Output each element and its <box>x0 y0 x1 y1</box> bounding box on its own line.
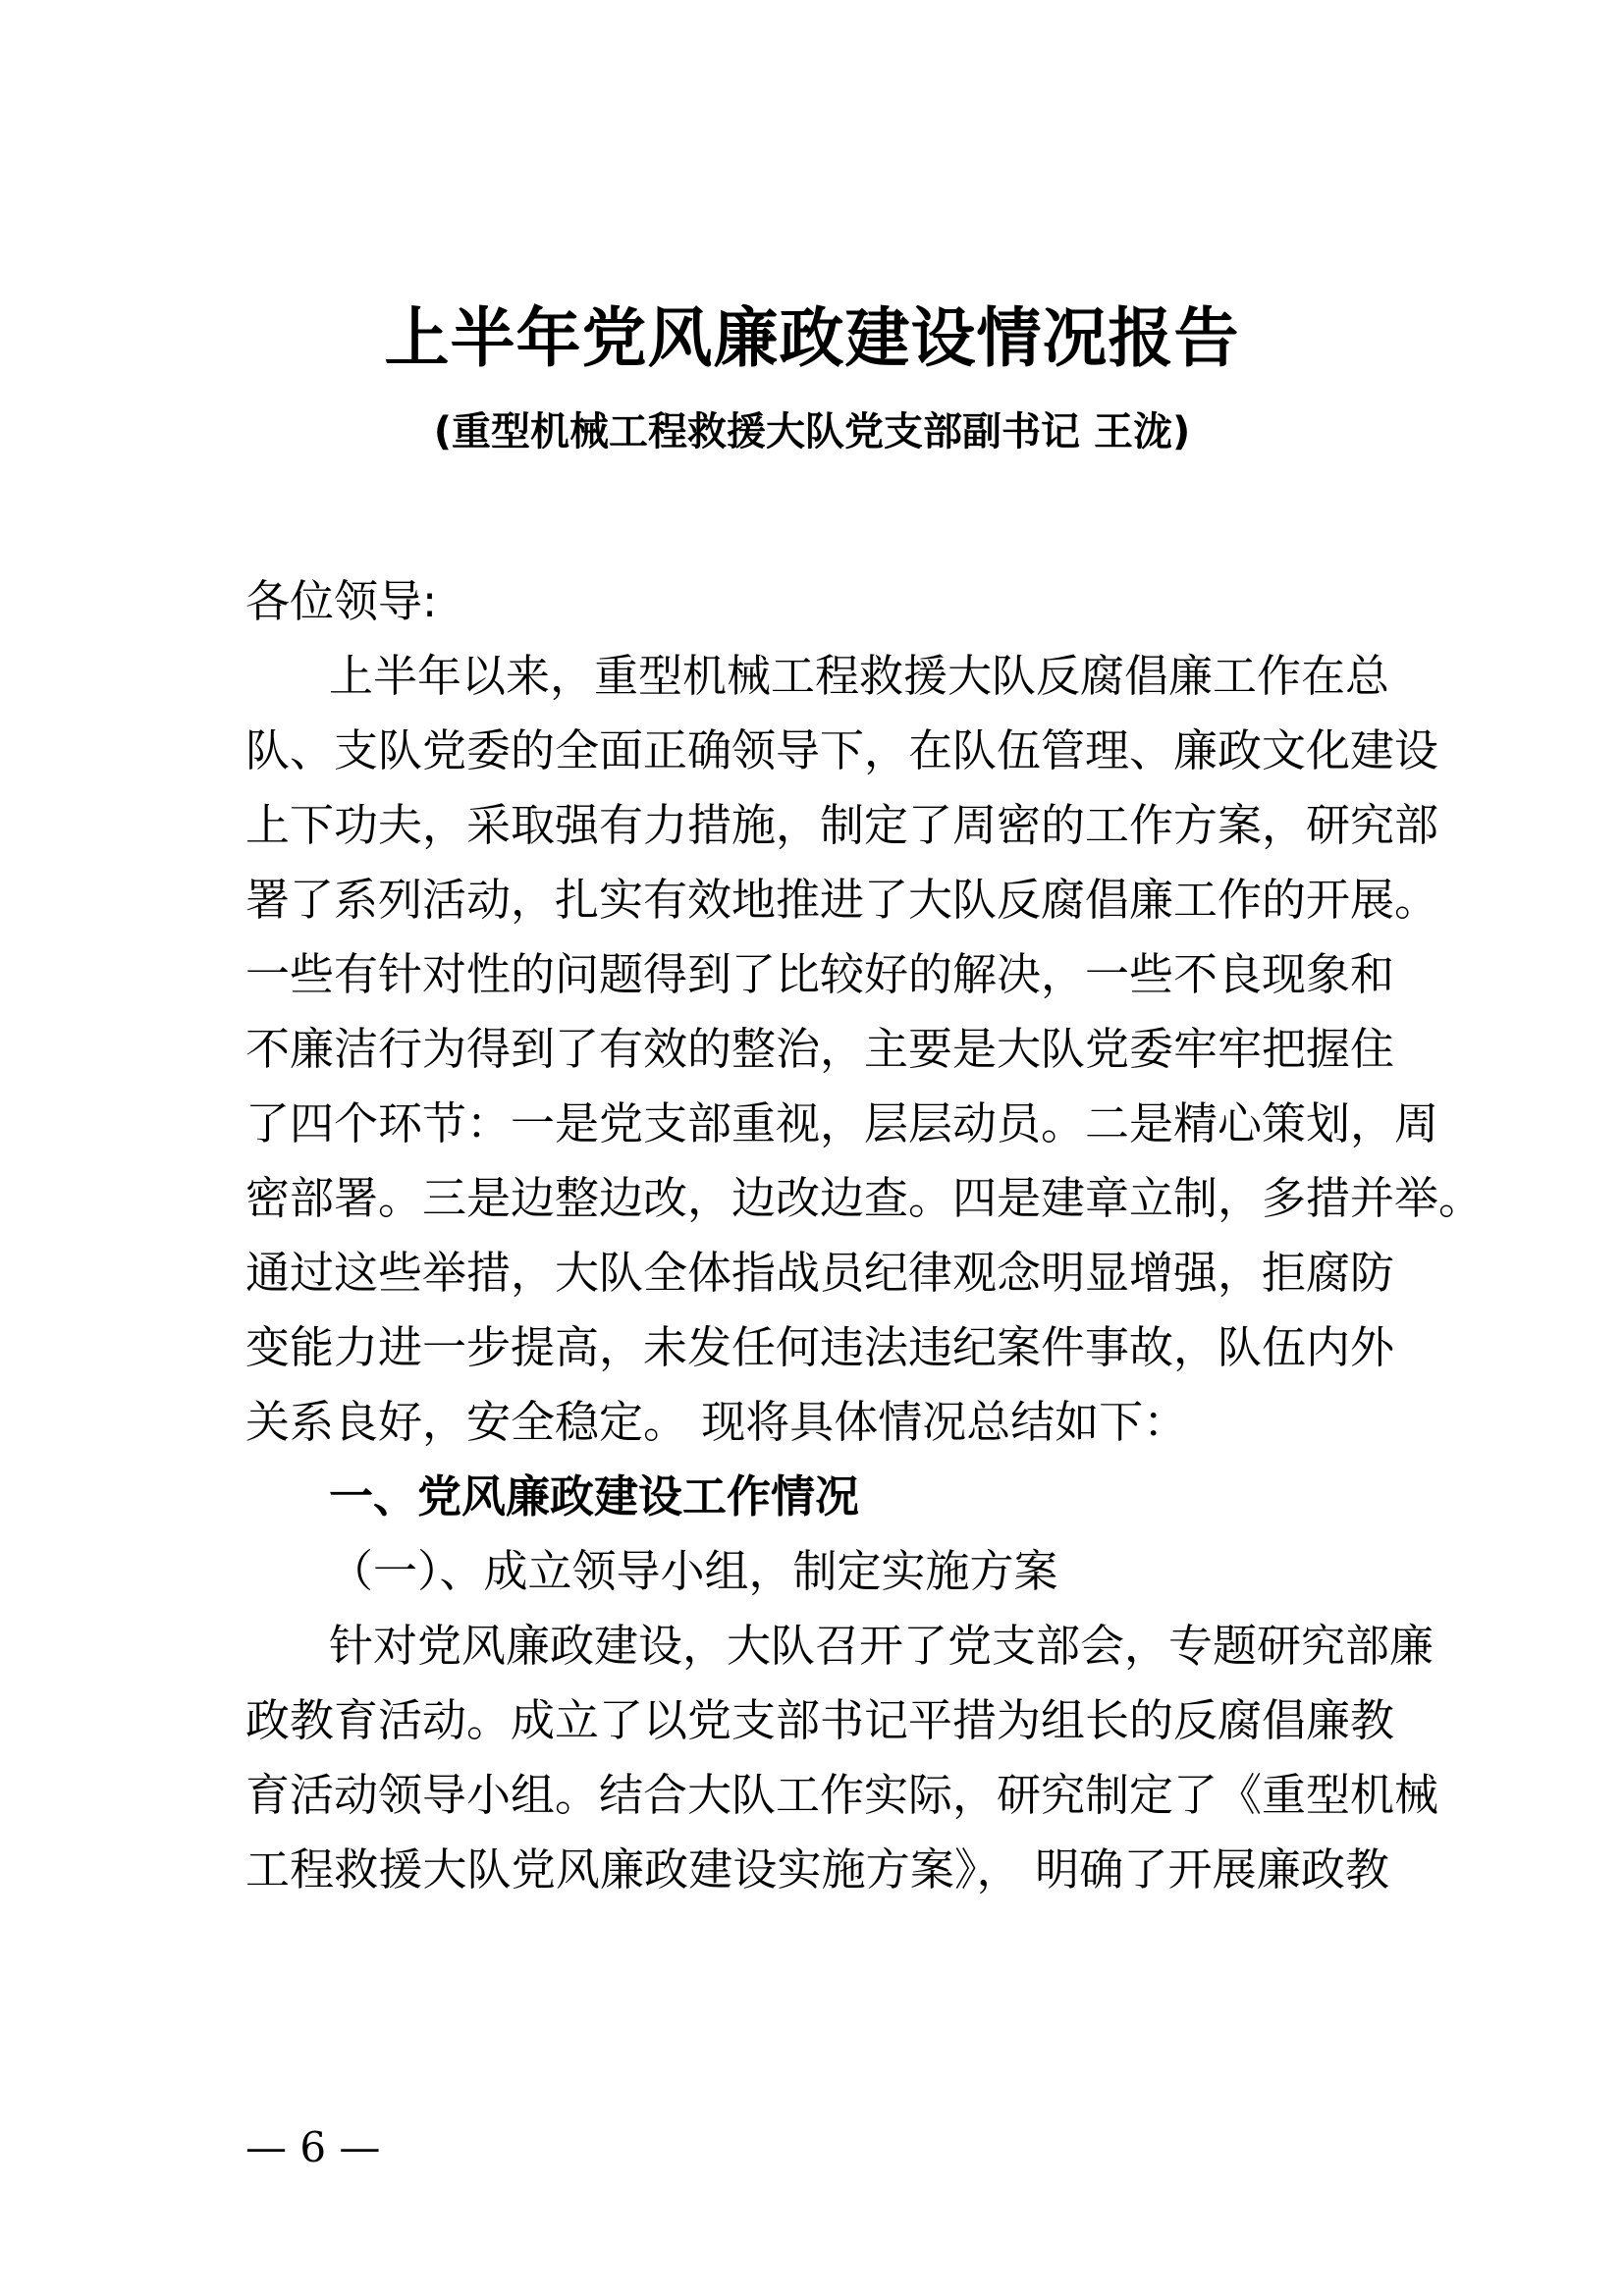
paragraph-line: 一些有针对性的问题得到了比较好的解决，一些不良现象和 <box>245 948 1395 1000</box>
paragraph-line: 针对党风廉政建设，大队召开了党支部会，专题研究部廉 <box>329 1620 1435 1672</box>
paragraph-line: 了四个环节：一是党支部重视，层层动员。二是精心策划，周 <box>245 1097 1439 1149</box>
paragraph-line: 密部署。三是边整边改，边改边查。四是建章立制，多措并举。 <box>245 1172 1484 1224</box>
paragraph-line: 上半年以来，重型机械工程救援大队反腐倡廉工作在总 <box>329 650 1390 702</box>
paragraph-line: 上下功夫，采取强有力措施，制定了周密的工作方案，研究部 <box>245 799 1439 851</box>
paragraph-line: 队、支队党委的全面正确领导下，在队伍管理、廉政文化建设 <box>245 724 1439 776</box>
page-number: — 6 — <box>245 2123 381 2171</box>
paragraph-line: 署了系列活动，扎实有效地推进了大队反腐倡廉工作的开展。 <box>245 874 1439 926</box>
document-title: 上半年党风廉政建设情况报告 <box>384 300 1240 376</box>
paragraph-line: 育活动领导小组。结合大队工作实际，研究制定了《重型机械 <box>245 1769 1439 1821</box>
paragraph-line: 不廉洁行为得到了有效的整治，主要是大队党委牢牢把握住 <box>245 1023 1395 1075</box>
document-subtitle: (重型机械工程救援大队党支部副书记 王泷) <box>433 409 1191 454</box>
paragraph-line: 关系良好，安全稳定。 现将具体情况总结如下： <box>245 1396 1188 1448</box>
salutation: 各位领导: <box>245 575 438 627</box>
paragraph-line: 变能力进一步提高，未发任何违法违纪案件事故，队伍内外 <box>245 1321 1395 1373</box>
paragraph-line: 工程救援大队党风廉政建设实施方案》， 明确了开展廉政教 <box>245 1843 1389 1896</box>
section-heading: 一、党风廉政建设工作情况 <box>329 1470 860 1522</box>
paragraph-line: 政教育活动。成立了以党支部书记平措为组长的反腐倡廉教 <box>245 1694 1395 1746</box>
paragraph-line: 通过这些举措，大队全体指战员纪律观念明显增强，拒腐防 <box>245 1247 1395 1299</box>
subsection-heading: （一）、成立领导小组，制定实施方案 <box>329 1545 1058 1597</box>
